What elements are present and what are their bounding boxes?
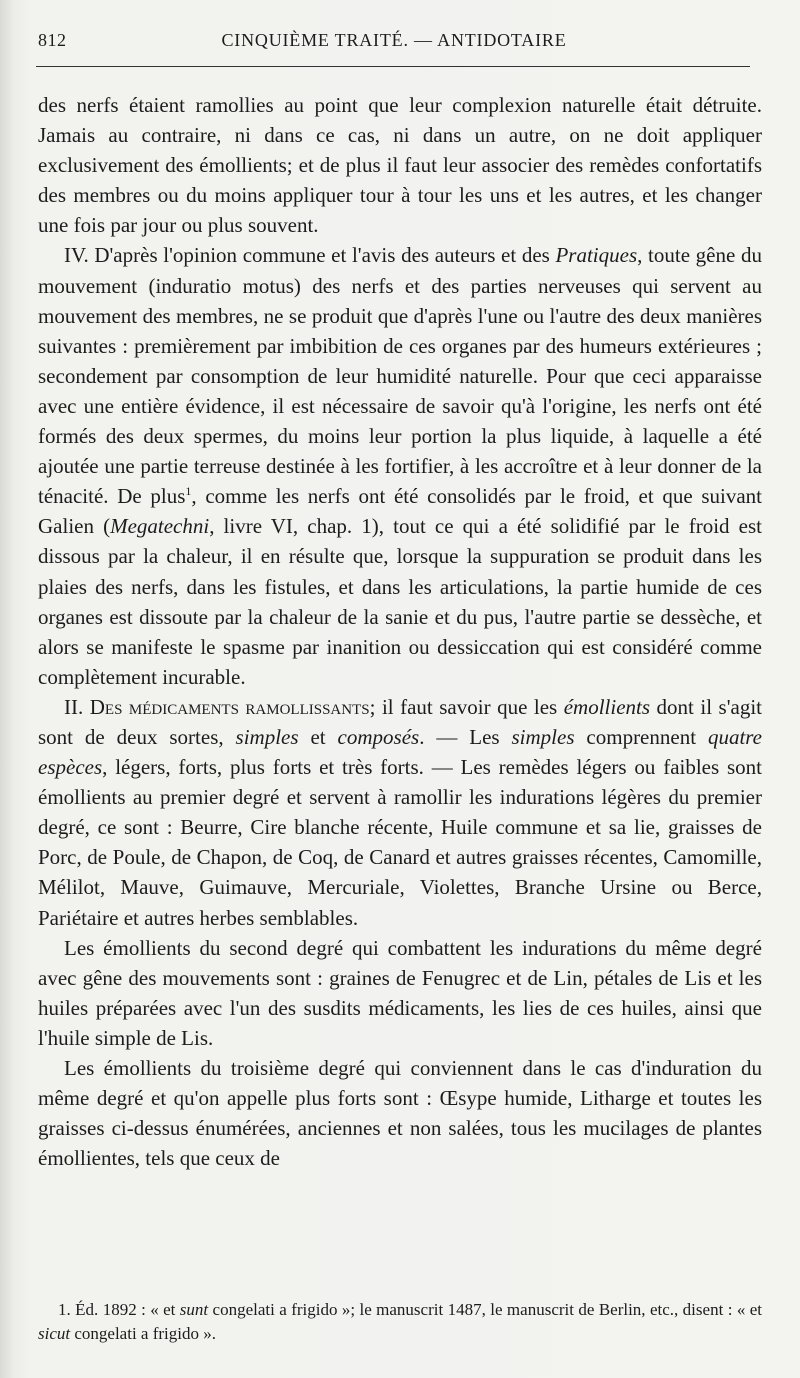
- text-run: sunt: [179, 1300, 209, 1319]
- text-run: , légers, forts, plus forts et très forts. — Les remèdes légers ou faibles sont émollients au premier degré et servent à ramollir les indurations légères du premier degré, ce sont : Beurre, Cire blanche récente, Huile commune et sa lie, graisses de Porc, de Poule, de Chapon, de Coq, de Canard et autres graisses récentes, Camomille, Mélilot, Mauve, Guimauve, Mercuriale, Violettes, Branche Ursine ou Berce, Pariétaire et autres herbes semblables.: [38, 755, 762, 930]
- text-run: Les émollients du troisième degré qui conviennent dans le cas d'induration du même degré et qu'on appelle plus forts sont : Œsype humide, Litharge et toutes les graisses ci-dessus énumérées, anciennes et non salées, tous les mucilages de plantes émollientes, tels que ceux de: [38, 1056, 762, 1171]
- text-run: et: [298, 724, 338, 749]
- text-run: ; il faut savoir que les: [369, 694, 564, 719]
- body-text: [38, 90, 762, 1173]
- text-run: Les émollients du second degré qui combattent les indurations du même degré avec gêne des mouvements sont : graines de Fenugrec et de Lin, pétales de Lis et les huiles préparées avec l'un des susdits médicaments, les lies de ces huiles, ainsi que l'huile simple de Lis.: [38, 935, 762, 1050]
- page-header: [38, 30, 750, 60]
- text-run: dont il s'agit sont de deux sortes,: [38, 694, 763, 749]
- paragraph-4: [38, 933, 762, 1053]
- text-run: comprennent: [574, 724, 708, 749]
- page-number: 812: [38, 30, 67, 50]
- text-run: quatre espèces: [38, 724, 763, 780]
- header-rule: [36, 66, 750, 67]
- text-run: , livre VI, chap. 1), tout ce qui a été solidifié par le froid est dissous par la chaleur, il en résulte que, lorsque la suppuration se produit dans les plaies des nerfs, dans les fistules, et dans les articulations, la partie humide de ces organes est dissoute par la chaleur de la sanie et du pus, l'autre partie se dessèche, et alors se manifeste le spasme par inanition ou dessiccation qui est considéré comme complètement incurable.: [38, 514, 762, 689]
- text-run: Megatechni: [110, 514, 210, 539]
- text-run: émollients: [563, 694, 651, 719]
- text-run: Des médicaments ramollissants: [89, 694, 370, 719]
- text-run: sicut: [38, 1324, 71, 1343]
- footnote-ref: 1: [185, 484, 192, 499]
- text-run: , comme les nerfs ont été consolidés par le froid, et que suivant Galien (: [38, 484, 763, 539]
- footnote-1: [38, 1298, 762, 1346]
- paragraph-5: [38, 1053, 762, 1173]
- running-title: CINQUIÈME TRAITÉ. — ANTIDOTAIRE: [221, 30, 567, 50]
- paragraph-2: [38, 240, 762, 691]
- text-run: IV. D'après l'opinion commune et l'avis des auteurs et des: [64, 243, 556, 268]
- text-run: congelati a frigido »; le manuscrit 1487, le manuscrit de Berlin, etc., disent : « et: [208, 1300, 762, 1319]
- text-run: 1. Éd. 1892 : « et: [58, 1300, 180, 1319]
- text-run: simples: [235, 724, 299, 749]
- text-run: des nerfs étaient ramollies au point que leur complexion naturelle était détruite. Jamais au contraire, ni dans ce cas, ni dans un autre, on ne doit appliquer exclusivement des émollients; et de plus il faut leur associer des remèdes confortatifs des membres ou du moins appliquer tour à tour les uns et les autres, et les changer une fois par jour ou plus souvent.: [38, 93, 762, 238]
- paragraph-1: [38, 90, 762, 240]
- text-run: II.: [64, 694, 90, 719]
- text-run: . — Les: [419, 724, 512, 749]
- text-run: simples: [511, 724, 575, 749]
- footnotes: [38, 1298, 762, 1346]
- text-run: composés: [337, 724, 420, 749]
- paragraph-3: [38, 692, 762, 933]
- text-run: congelati a frigido ».: [70, 1324, 216, 1343]
- text-run: Pratiques: [555, 243, 638, 268]
- text-run: , toute gêne du mouvement (induratio motus) des nerfs et des parties nerveuses qui servent au mouvement des membres, ne se produit que d'après l'une ou l'autre des deux manières suivantes : premièrement par imbibition de ces organes par des humeurs extérieures ; secondement par consomption de leur humidité naturelle. Pour que ceci apparaisse avec une entière évidence, il est nécessaire de savoir qu'à l'origine, les nerfs ont été formés des deux spermes, du moins leur portion la plus liquide, à laquelle a été ajoutée une partie terreuse destinée à les fortifier, à les accroître et à leur donner de la ténacité. De plus: [38, 243, 762, 509]
